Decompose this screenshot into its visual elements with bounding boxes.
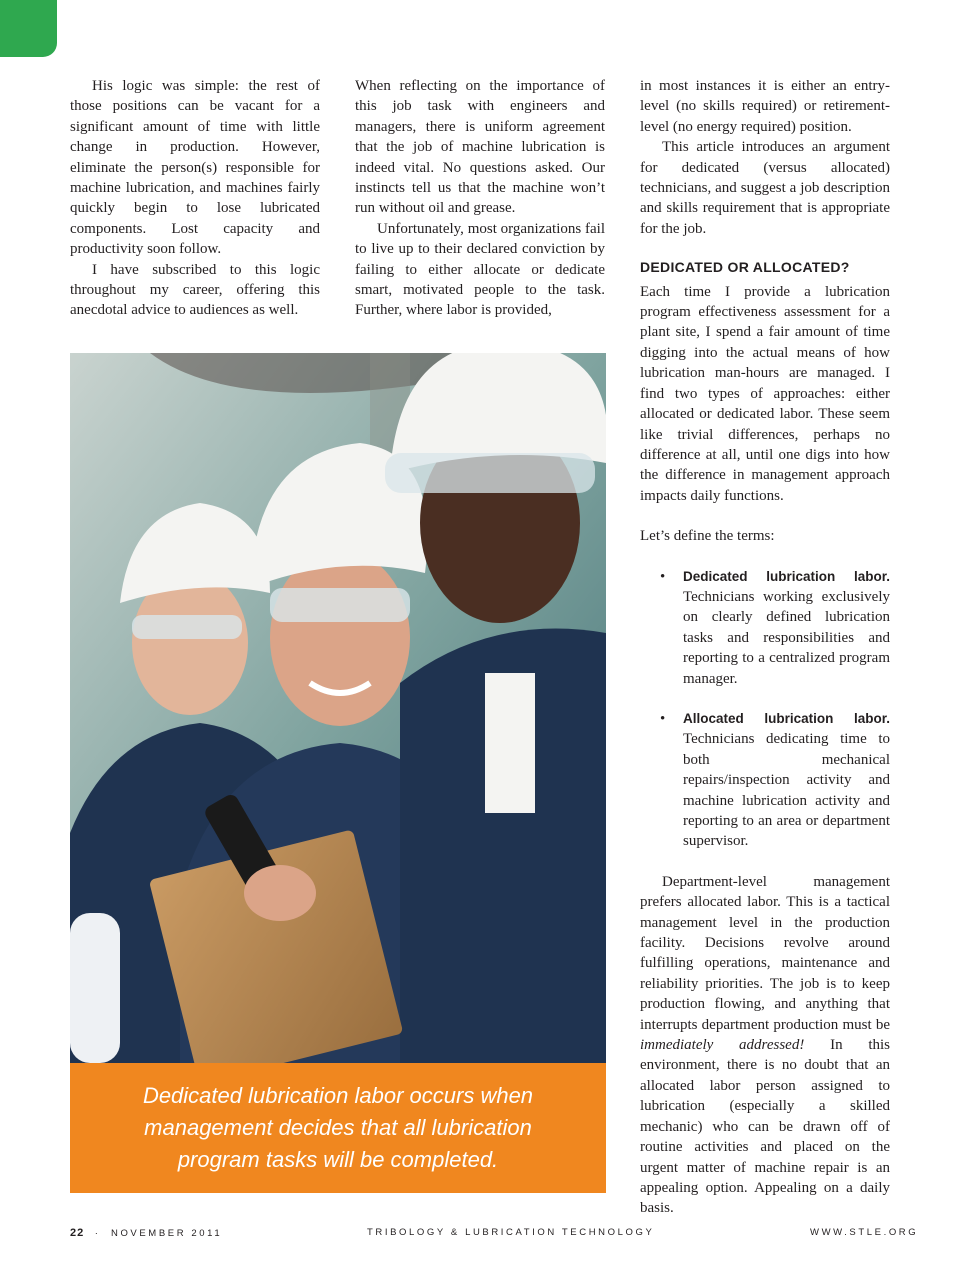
definition-list (640, 567, 890, 852)
workers-photo (70, 353, 606, 1063)
caption-text: Dedicated lubrication labor occurs when management decides that all lubrication program tasks will be completed. (142, 1083, 534, 1172)
footer-separator: · (94, 1228, 101, 1239)
text-column-1 (70, 76, 320, 321)
section-heading: DEDICATED OR ALLOCATED? (640, 259, 850, 276)
term-definition: Technicians working exclusively on clearly defined lubrication tasks and responsibilities and reporting to a centralized program manager. (683, 588, 890, 687)
list-item (640, 567, 890, 689)
term-dedicated: Dedicated lubrication labor. (683, 568, 890, 584)
corner-tab-decoration (0, 0, 57, 57)
paragraph: His logic was simple: the rest of those positions can be vacant for a significant amount of time with little change in production. However, eliminate the person(s) responsible for machine lubrication, and machines fairly quickly begin to lose lubricated components. Lost capacity and productivity soon follow. (70, 78, 320, 258)
page-number: 22 (70, 1227, 85, 1239)
paragraph: When reflecting on the importance of this job task with engineers and managers, there is uniform agreement that the job of machine lubrication is indeed vital. No questions asked. Our instincts tell us that the machine won’t run without oil and grease. (355, 78, 605, 217)
website-link[interactable]: WWW.STLE.ORG (810, 1227, 919, 1238)
paragraph: This article introduces an argument for dedicated (versus allocated) technicians, and suggest a job description and skills requirement that is appropriate for the job. (640, 139, 890, 237)
text-column-3 (640, 76, 890, 1219)
emphasis: immediately addressed! (640, 1037, 805, 1054)
photo-caption (70, 1063, 606, 1193)
paragraph: Let’s define the terms: (640, 528, 775, 545)
term-definition: Technicians dedicating time to both mechanical repairs/inspection activity and machine lubrication activity and reporting to an area or department supervisor. (683, 731, 890, 850)
paragraph: Unfortunately, most organizations fail to live up to their declared conviction by failing to either allocate or dedicate smart, motivated people to the task. Further, where labor is provided, (355, 220, 605, 319)
list-item (640, 709, 890, 852)
paragraph: in most instances it is either an entry-level (no skills required) or retirement-level (no energy required) position. (640, 78, 890, 135)
text-column-2 (355, 76, 605, 321)
term-allocated: Allocated lubrication labor. (683, 710, 890, 726)
paragraph: I have subscribed to this logic throughout my career, offering this anecdotal advice to audiences as well. (70, 261, 320, 319)
paragraph: Department-level management prefers allocated labor. This is a tactical management level in the production facility. Decisions revolve around fulfilling operations, maintenance and reliability priorities. The job is to keep production flowing, and anything that interrupts department production must be immediately addressed! In this environment, there is no doubt that an allocated labor person assigned to lubrication (especially a skilled mechanic) who can be drawn off of routine activities and placed on the urgent matter of machine repair is an appealing option. Appealing on a daily basis. (640, 873, 890, 1217)
paragraph: Each time I provide a lubrication program effectiveness assessment for a plant site, I spend a fair amount of time digging into the actual means of how lubrication man-hours are managed. I find two types of approaches: either allocated or dedicated labor. These seem like trivial differences, perhaps no difference at all, until one digs into how the difference in management approach impacts daily functions. (640, 283, 890, 504)
footer-page-info (70, 1227, 222, 1239)
issue-date: NOVEMBER 2011 (110, 1228, 223, 1239)
publication-name: TRIBOLOGY & LUBRICATION TECHNOLOGY (367, 1227, 655, 1238)
